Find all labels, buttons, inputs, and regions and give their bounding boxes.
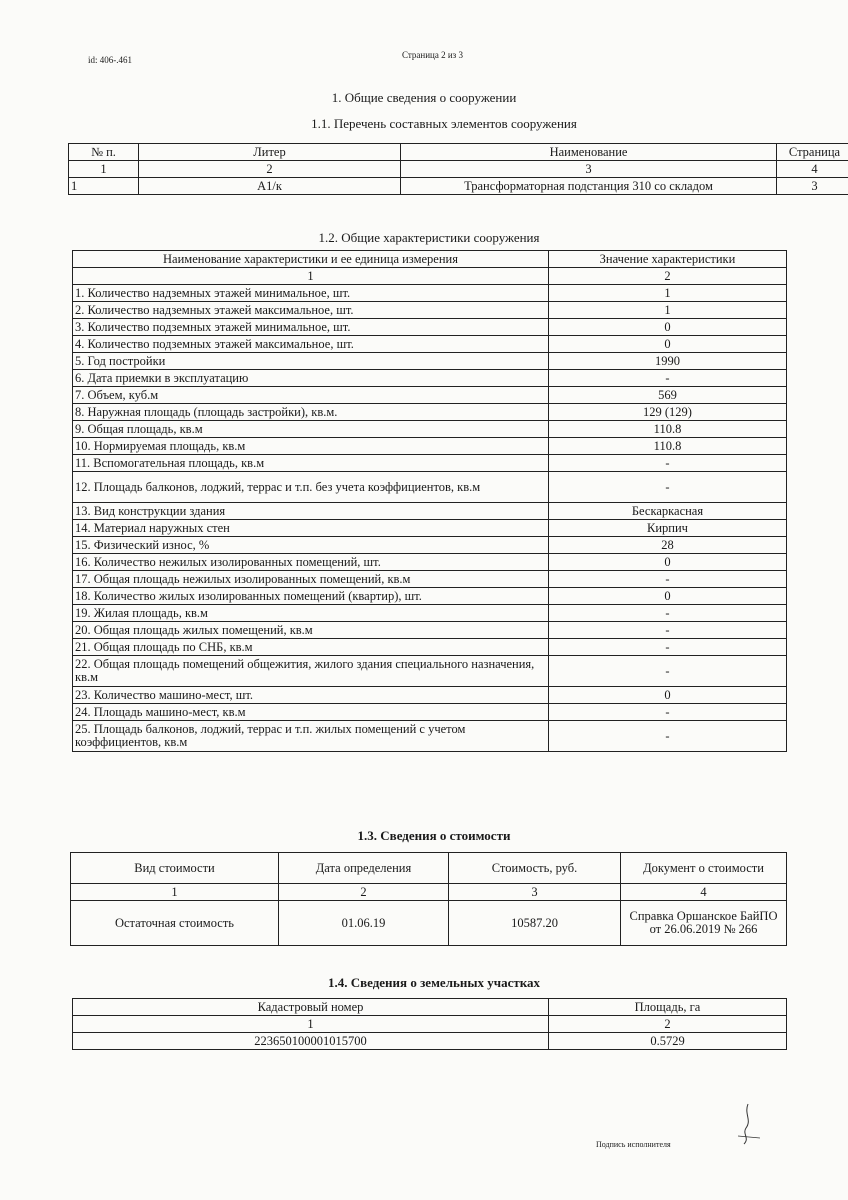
page-number: Страница 2 из 3	[402, 50, 463, 60]
header-cell-4: Страница	[777, 144, 848, 161]
cell-3: Трансформаторная подстанция 310 со складом	[401, 178, 777, 195]
cell-2: 0	[549, 588, 787, 605]
cell-2: 1	[549, 302, 787, 319]
cell-1: 10. Нормируемая площадь, кв.м	[73, 438, 549, 455]
table-row	[73, 520, 787, 537]
index-cell-1: 1	[73, 268, 549, 285]
cell-2: 0	[549, 336, 787, 353]
cell-2: -	[549, 455, 787, 472]
header-cell-2: Значение характеристики	[549, 251, 787, 268]
cell-1: 14. Материал наружных стен	[73, 520, 549, 537]
table-header-row	[73, 999, 787, 1016]
cell-1: 15. Физический износ, %	[73, 537, 549, 554]
table-row	[73, 353, 787, 370]
cell-2: 1	[549, 285, 787, 302]
cell-1: 4. Количество подземных этажей максимальное, шт.	[73, 336, 549, 353]
cell-2: Кирпич	[549, 520, 787, 537]
table-row	[73, 472, 787, 503]
cell-2: -	[549, 704, 787, 721]
cell-1: 19. Жилая площадь, кв.м	[73, 605, 549, 622]
table-row	[73, 537, 787, 554]
table-index-row	[73, 1016, 787, 1033]
table-row	[73, 687, 787, 704]
table-row	[73, 387, 787, 404]
header-cell-1: Кадастровый номер	[73, 999, 549, 1016]
cell-2: 0	[549, 554, 787, 571]
cell-1: 18. Количество жилых изолированных помещений (квартир), шт.	[73, 588, 549, 605]
section-title: 1. Общие сведения о сооружении	[331, 90, 517, 105]
index-cell-2: 2	[549, 268, 787, 285]
table-row	[73, 704, 787, 721]
header-cell-2: Дата определения	[279, 853, 449, 884]
table-row	[73, 1033, 787, 1050]
cell-1: 17. Общая площадь нежилых изолированных помещений, кв.м	[73, 571, 549, 588]
cell-2: А1/к	[139, 178, 401, 195]
signature-label: Подпись исполнителя	[596, 1140, 671, 1149]
table-row	[73, 554, 787, 571]
cell-1: 1. Количество надземных этажей минимальное, шт.	[73, 285, 549, 302]
cell-1: 9. Общая площадь, кв.м	[73, 421, 549, 438]
index-cell-2: 2	[549, 1016, 787, 1033]
table-row	[73, 622, 787, 639]
table-row	[73, 302, 787, 319]
cell-1: 5. Год постройки	[73, 353, 549, 370]
index-cell-2: 2	[279, 884, 449, 901]
header-cell-2: Литер	[139, 144, 401, 161]
table-row	[73, 588, 787, 605]
cell-1: 223650100001015700	[73, 1033, 549, 1050]
cell-4: Справка Оршанское БайПО от 26.06.2019 № 266	[621, 901, 787, 946]
cell-2: -	[549, 605, 787, 622]
index-cell-3: 3	[449, 884, 621, 901]
elements-table	[68, 143, 848, 195]
cell-1: 11. Вспомогательная площадь, кв.м	[73, 455, 549, 472]
index-cell-2: 2	[139, 161, 401, 178]
cell-1: 24. Площадь машино-мест, кв.м	[73, 704, 549, 721]
cell-2: -	[549, 656, 787, 687]
subsection-title-characteristics: 1.2. Общие характеристики сооружения	[318, 230, 540, 245]
header-cell-1: № п.	[69, 144, 139, 161]
cell-2: 110.8	[549, 421, 787, 438]
cell-2: 1990	[549, 353, 787, 370]
cell-2: 129 (129)	[549, 404, 787, 421]
cell-2: 0	[549, 319, 787, 336]
subsection-title-land: 1.4. Сведения о земельных участках	[327, 975, 541, 990]
table-row	[73, 605, 787, 622]
cell-1: 1	[69, 178, 139, 195]
cost-table	[70, 852, 787, 946]
table-index-row	[73, 268, 787, 285]
header-cell-3: Наименование	[401, 144, 777, 161]
cell-1: 22. Общая площадь помещений общежития, жилого здания специального назначения, кв.м	[73, 656, 549, 687]
table-header-row	[71, 853, 787, 884]
table-index-row	[69, 161, 848, 178]
table-row	[73, 438, 787, 455]
cell-1: 25. Площадь балконов, лоджий, террас и т.п. жилых помещений с учетом коэффициентов, кв.м	[73, 721, 549, 752]
table-row	[73, 285, 787, 302]
cell-2: -	[549, 639, 787, 656]
table-header-row	[69, 144, 848, 161]
index-cell-4: 4	[777, 161, 848, 178]
table-row	[73, 721, 787, 752]
cell-1: 7. Объем, куб.м	[73, 387, 549, 404]
cell-4: 3	[777, 178, 848, 195]
cell-2: 569	[549, 387, 787, 404]
cell-1: 21. Общая площадь по СНБ, кв.м	[73, 639, 549, 656]
table-row	[73, 336, 787, 353]
table-row	[73, 656, 787, 687]
table-row	[73, 571, 787, 588]
cell-2: 28	[549, 537, 787, 554]
table-header-row	[73, 251, 787, 268]
land-table	[72, 998, 787, 1050]
table-row	[73, 370, 787, 387]
cell-2: 0.5729	[549, 1033, 787, 1050]
index-cell-3: 3	[401, 161, 777, 178]
cell-2: -	[549, 472, 787, 503]
table-row	[73, 319, 787, 336]
cell-1: 16. Количество нежилых изолированных помещений, шт.	[73, 554, 549, 571]
cell-1: 23. Количество машино-мест, шт.	[73, 687, 549, 704]
cell-1: 2. Количество надземных этажей максимальное, шт.	[73, 302, 549, 319]
cell-1: 6. Дата приемки в эксплуатацию	[73, 370, 549, 387]
table-row	[73, 404, 787, 421]
table-row	[73, 421, 787, 438]
cell-1: 20. Общая площадь жилых помещений, кв.м	[73, 622, 549, 639]
header-cell-1: Наименование характеристики и ее единица измерения	[73, 251, 549, 268]
header-cell-3: Стоимость, руб.	[449, 853, 621, 884]
index-cell-1: 1	[69, 161, 139, 178]
cell-2: -	[549, 571, 787, 588]
table-row	[69, 178, 848, 195]
table-row	[71, 901, 787, 946]
cell-1: 3. Количество подземных этажей минимальное, шт.	[73, 319, 549, 336]
cell-2: -	[549, 622, 787, 639]
document-id: id: 406-.461	[88, 55, 132, 65]
header-cell-2: Площадь, га	[549, 999, 787, 1016]
cell-2: Бескаркасная	[549, 503, 787, 520]
table-index-row	[71, 884, 787, 901]
characteristics-table	[72, 250, 787, 752]
cell-1: 8. Наружная площадь (площадь застройки), кв.м.	[73, 404, 549, 421]
index-cell-4: 4	[621, 884, 787, 901]
header-cell-1: Вид стоимости	[71, 853, 279, 884]
cell-2: -	[549, 370, 787, 387]
cell-1: 13. Вид конструкции здания	[73, 503, 549, 520]
cell-3: 10587.20	[449, 901, 621, 946]
cell-1: 12. Площадь балконов, лоджий, террас и т.п. без учета коэффициентов, кв.м	[73, 472, 549, 503]
cell-2: 0	[549, 687, 787, 704]
table-row	[73, 639, 787, 656]
table-row	[73, 455, 787, 472]
header-cell-4: Документ о стоимости	[621, 853, 787, 884]
table-row	[73, 503, 787, 520]
index-cell-1: 1	[71, 884, 279, 901]
cell-2: 110.8	[549, 438, 787, 455]
cell-2: 01.06.19	[279, 901, 449, 946]
subsection-title-elements: 1.1. Перечень составных элементов сооружения	[311, 116, 577, 131]
cell-2: -	[549, 721, 787, 752]
subsection-title-cost: 1.3. Сведения о стоимости	[357, 828, 511, 843]
cell-1: Остаточная стоимость	[71, 901, 279, 946]
signature-mark	[734, 1100, 764, 1146]
index-cell-1: 1	[73, 1016, 549, 1033]
